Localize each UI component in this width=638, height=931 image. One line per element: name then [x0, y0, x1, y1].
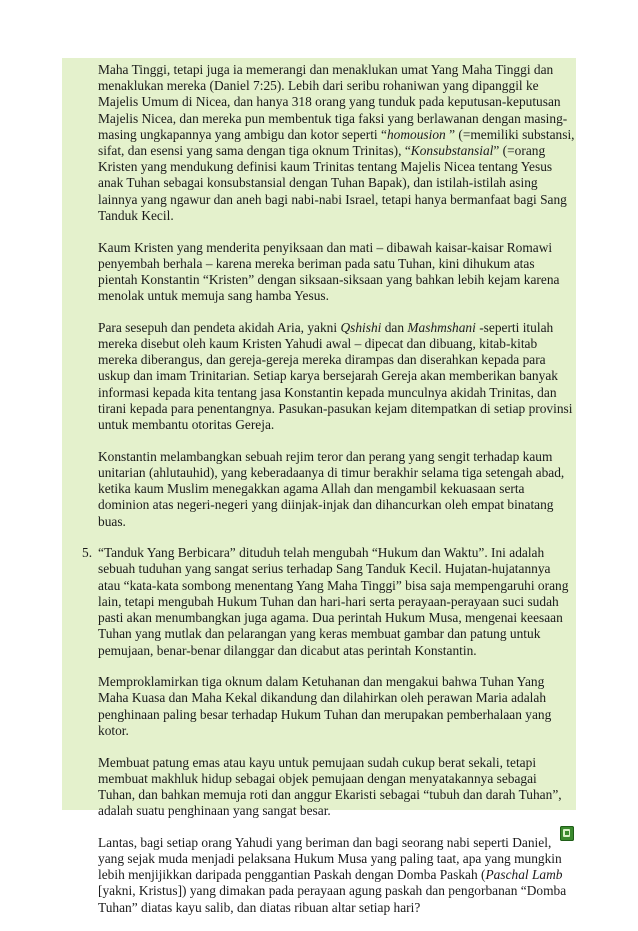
list-number: 5.	[82, 545, 93, 561]
document-body	[82, 62, 576, 931]
paragraph-2: Kaum Kristen yang menderita penyiksaan dan mati – dibawah kaisar-kaisar Romawi penyembah berhala – karena mereka beriman pada satu Tuhan, kini dihukum atas pientah Konstantin “Kristen” dengan siksaan-siksaan yang bahkan lebih kejam karena menolak untuk memuja sang hamba Yesus.	[98, 239, 560, 304]
term-qshishi: Qshishi	[340, 319, 382, 335]
paragraph-4: Konstantin melambangkan sebuah rejim teror dan perang yang sengit terhadap kaum unitarian (ahlutauhid), yang keberadaanya di timur berakhir selama tiga setengah abad, ketika kaum Muslim menegakkan agama Allah dan mengambil kekuasaan serta dominion atas negeri-negeri yang diinjak-injak dan dihancurkan oleh empat binatang buas.	[98, 448, 565, 529]
term-paschal-lamb: Paschal Lamb	[485, 867, 563, 883]
item5-paragraph-2: Memproklamirkan tiga oknum dalam Ketuhanan dan mengakui bahwa Tuhan Yang Maha Kuasa dan Maha Kekal dikandung dan dilahirkan oleh perawan Maria adalah penghinaan paling besar terhadap Hukum Tuhan dan merupakan pemberhalaan yang kotor.	[98, 674, 552, 738]
item5-paragraph-3: Membuat patung emas atau kayu untuk pemujaan sudah cukup berat sekali, tetapi membuat makhluk hidup sebagai objek pemujaan dengan menyatakannya sebagai Tuhan, dan bahkan memuja roti dan anggur Ekaristi sebagai “tubuh dan darah Tuhan”, adalah suatu penghinaan yang sangat besar.	[98, 754, 562, 819]
item5-paragraph-4: Lantas, bagi setiap orang Yahudi yang beriman dan bagi seorang nabi seperti Daniel, yang sejak muda menjadi pelaksana Hukum Musa yang paling taat, apa yang mungkin lebih menjijikkan daripada penggantian Paskah dengan Domba Paskah (Paschal Lamb [yakni, Kristus]) yang dimakan pada perayaan agung paskah dan pengorbanan “Domba Tuhan” diatas kayu salib, dan diatas ribuan altar setiap hari?	[98, 834, 567, 915]
list-item-5	[82, 545, 576, 916]
paragraph-3: Para sesepuh dan pendeta akidah Aria, yakni Qshishi dan Mashmshani -seperti itulah mereka disebut oleh kaum Kristen Yahudi awal – dipecat dan dibuang, kitab-kitab mereka diberangus, dan gereja-gereja mereka dirampas dan diserahkan kepada para uskup dan imam Trinitarian. Setiap karya bersejarah Gereja akan memberikan banyak informasi kepada kita tentang jasa Konstantin kepada munculnya akidah Trinitas, dan tirani kepada para penentangnya. Pasukan-pasukan kejam ditempatkan di setiap provinsi untuk membantu otoritas Gereja.	[98, 319, 573, 433]
term-mashmshani: Mashmshani	[407, 319, 476, 335]
paragraph-1: Maha Tinggi, tetapi juga ia memerangi dan menaklukan umat Yang Maha Tinggi dan menaklukan mereka (Daniel 7:25). Lebih dari seribu rohaniwan yang dipanggil ke Majelis Umum di Nicea, dan hanya 318 orang yang tunduk pada keputusan-keputusan Majelis Nicea, dan mereka pun membentuk tiga faksi yang berlawanan dengan masing-masing ungkapannya yang ambigu dan kotor seperti “homousion ” (=memiliki substansi, sifat, dan esensi yang sama dengan tiga oknum Trinitas), “Konsubstansial” (=orang Kristen yang mendukung definisi kaum Trinitas tentang Majelis Nicea tentang Yesus anak Tuhan sebagai konsubstansial dengan Tuhan Bapak), dan istilah-istilah asing lainnya yang ngawur dan aneh bagi nabi-nabi Israel, tetapi hanya bermanfaat bagi Sang Tanduk Kecil.	[98, 62, 575, 223]
item5-paragraph-1: “Tanduk Yang Berbicara” dituduh telah mengubah “Hukum dan Waktu”. Ini adalah sebuah tuduhan yang sangat serius terhadap Sang Tanduk Kecil. Hujatan-hujatannya atau “kata-kata sombong menentang Yang Maha Tinggi” bisa saja mempengaruhi orang lain, tetapi mengubah Hukum Tuhan dan hari-hari serta perayaan-perayaan suci sudah pasti akan menumbangkan juga agama. Dua perintah Hukum Musa, mengenai keesaan Tuhan yang mutlak dan pelarangan yang keras membuat gambar dan patung untuk pemujaan, benar-benar dilanggar dan dicabut atas perintah Konstantin.	[98, 545, 569, 658]
document-icon[interactable]	[560, 826, 574, 841]
term-homousion: homousion	[386, 126, 446, 142]
term-konsubstansial: Konsubstansial	[410, 143, 494, 159]
